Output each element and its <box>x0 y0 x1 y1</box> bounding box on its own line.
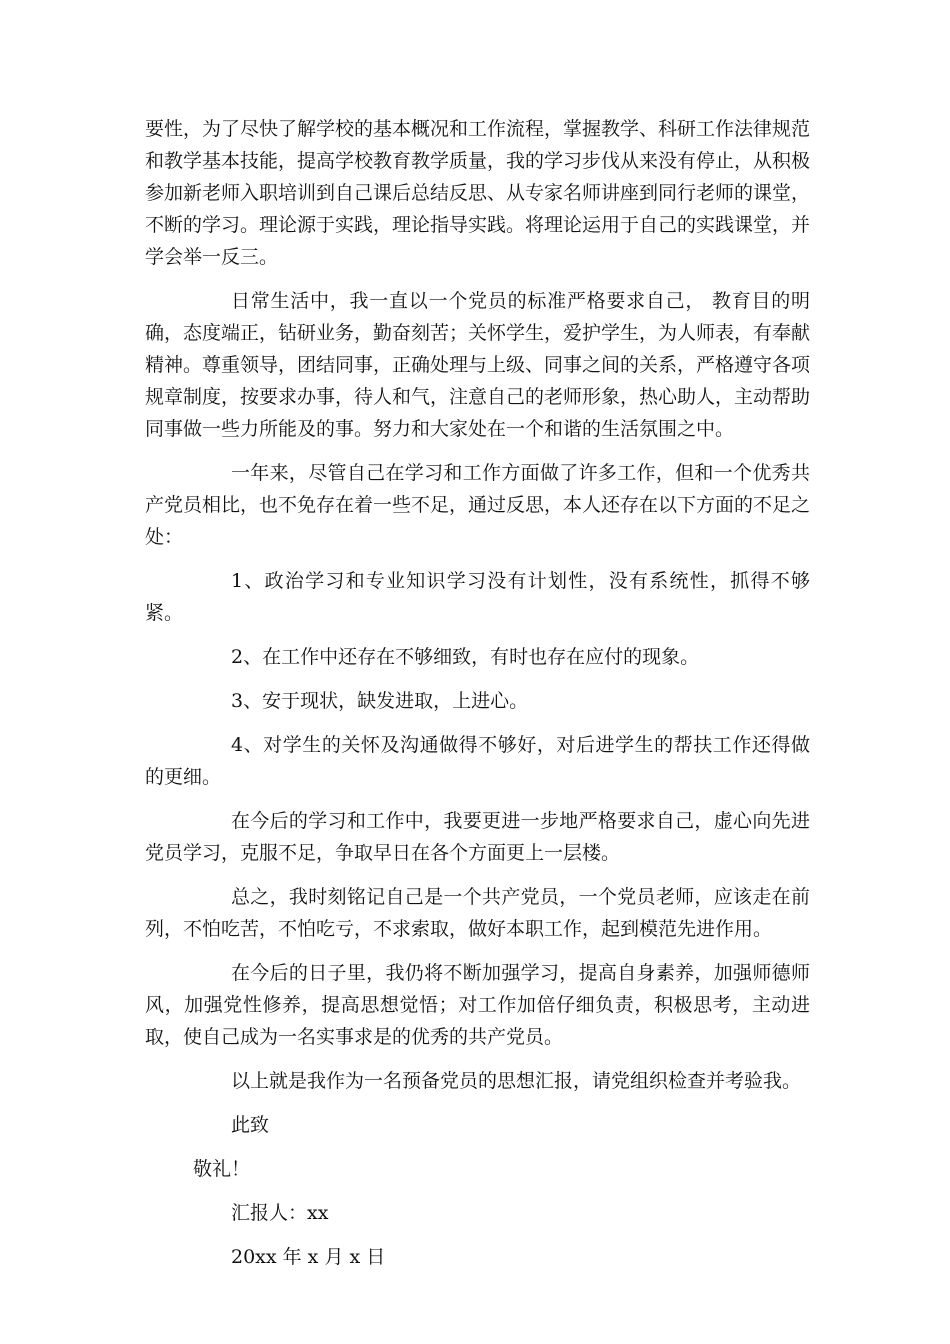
paragraph-report-end: 以上就是我作为一名预备党员的思想汇报，请党组织检查并考验我。 <box>231 1070 802 1092</box>
list-item-shortcoming-4: 4、对学生的关怀及沟通做得不够好，对后进学生的帮扶工作还得做的更细。 <box>145 734 810 788</box>
report-date: 20xx 年 x 月 x 日 <box>231 1246 386 1268</box>
paragraph-future-days: 在今后的日子里，我仍将不断加强学习，提高自身素养，加强师德师风，加强党性修养，提高思想觉悟；对工作加倍仔细负责，积极思考，主动进取，使自己成为一名实事求是的优秀的共产党员。 <box>145 962 810 1048</box>
paragraph-conclusion: 总之，我时刻铭记自己是一个共产党员，一个党员老师，应该走在前列，不怕吃苦，不怕吃亏，不求索取，做好本职工作，起到模范先进作用。 <box>145 886 810 940</box>
paragraph-study: 要性，为了尽快了解学校的基本概况和工作流程，掌握教学、科研工作法律规范和教学基本技能，提高学校教育教学质量，我的学习步伐从来没有停止，从积极参加新老师入职培训到自己课后总结反思、从专家名师讲座到同行老师的课堂，不断的学习。理论源于实践，理论指导实践。将理论运用于自己的实践课堂，并学会举一反三。 <box>145 118 811 268</box>
reporter-signature: 汇报人：xx <box>231 1202 329 1224</box>
salute-text: 敬礼！ <box>193 1158 251 1180</box>
paragraph-shortcomings-intro: 一年来，尽管自己在学习和工作方面做了许多工作，但和一个优秀共产党员相比，也不免存在着一些不足，通过反思，本人还存在以下方面的不足之处： <box>145 462 811 548</box>
document-body <box>145 113 810 1285</box>
paragraph-daily-life: 日常生活中，我一直以一个党员的标准严格要求自己， 教育目的明确，态度端正，钻研业务，勤奋刻苦；关怀学生，爱护学生，为人师表，有奉献精神。尊重领导，团结同事，正确处理与上级、同事之间的关系，严格遵守各项规章制度，按要求办事，待人和气，注意自己的老师形象，热心助人，主动帮助同事做一些力所能及的事。努力和大家处在一个和谐的生活氛围之中。 <box>145 290 811 440</box>
list-item-shortcoming-3: 3、安于现状，缺发进取，上进心。 <box>231 690 529 712</box>
closing-text: 此致 <box>231 1114 270 1136</box>
list-item-shortcoming-1: 1、政治学习和专业知识学习没有计划性，没有系统性，抓得不够紧。 <box>145 570 810 624</box>
paragraph-future-study: 在今后的学习和工作中，我要更进一步地严格要求自己，虚心向先进党员学习，克服不足，争取早日在各个方面更上一层楼。 <box>145 810 810 864</box>
list-item-shortcoming-2: 2、在工作中还存在不够细致，有时也存在应付的现象。 <box>231 646 700 668</box>
